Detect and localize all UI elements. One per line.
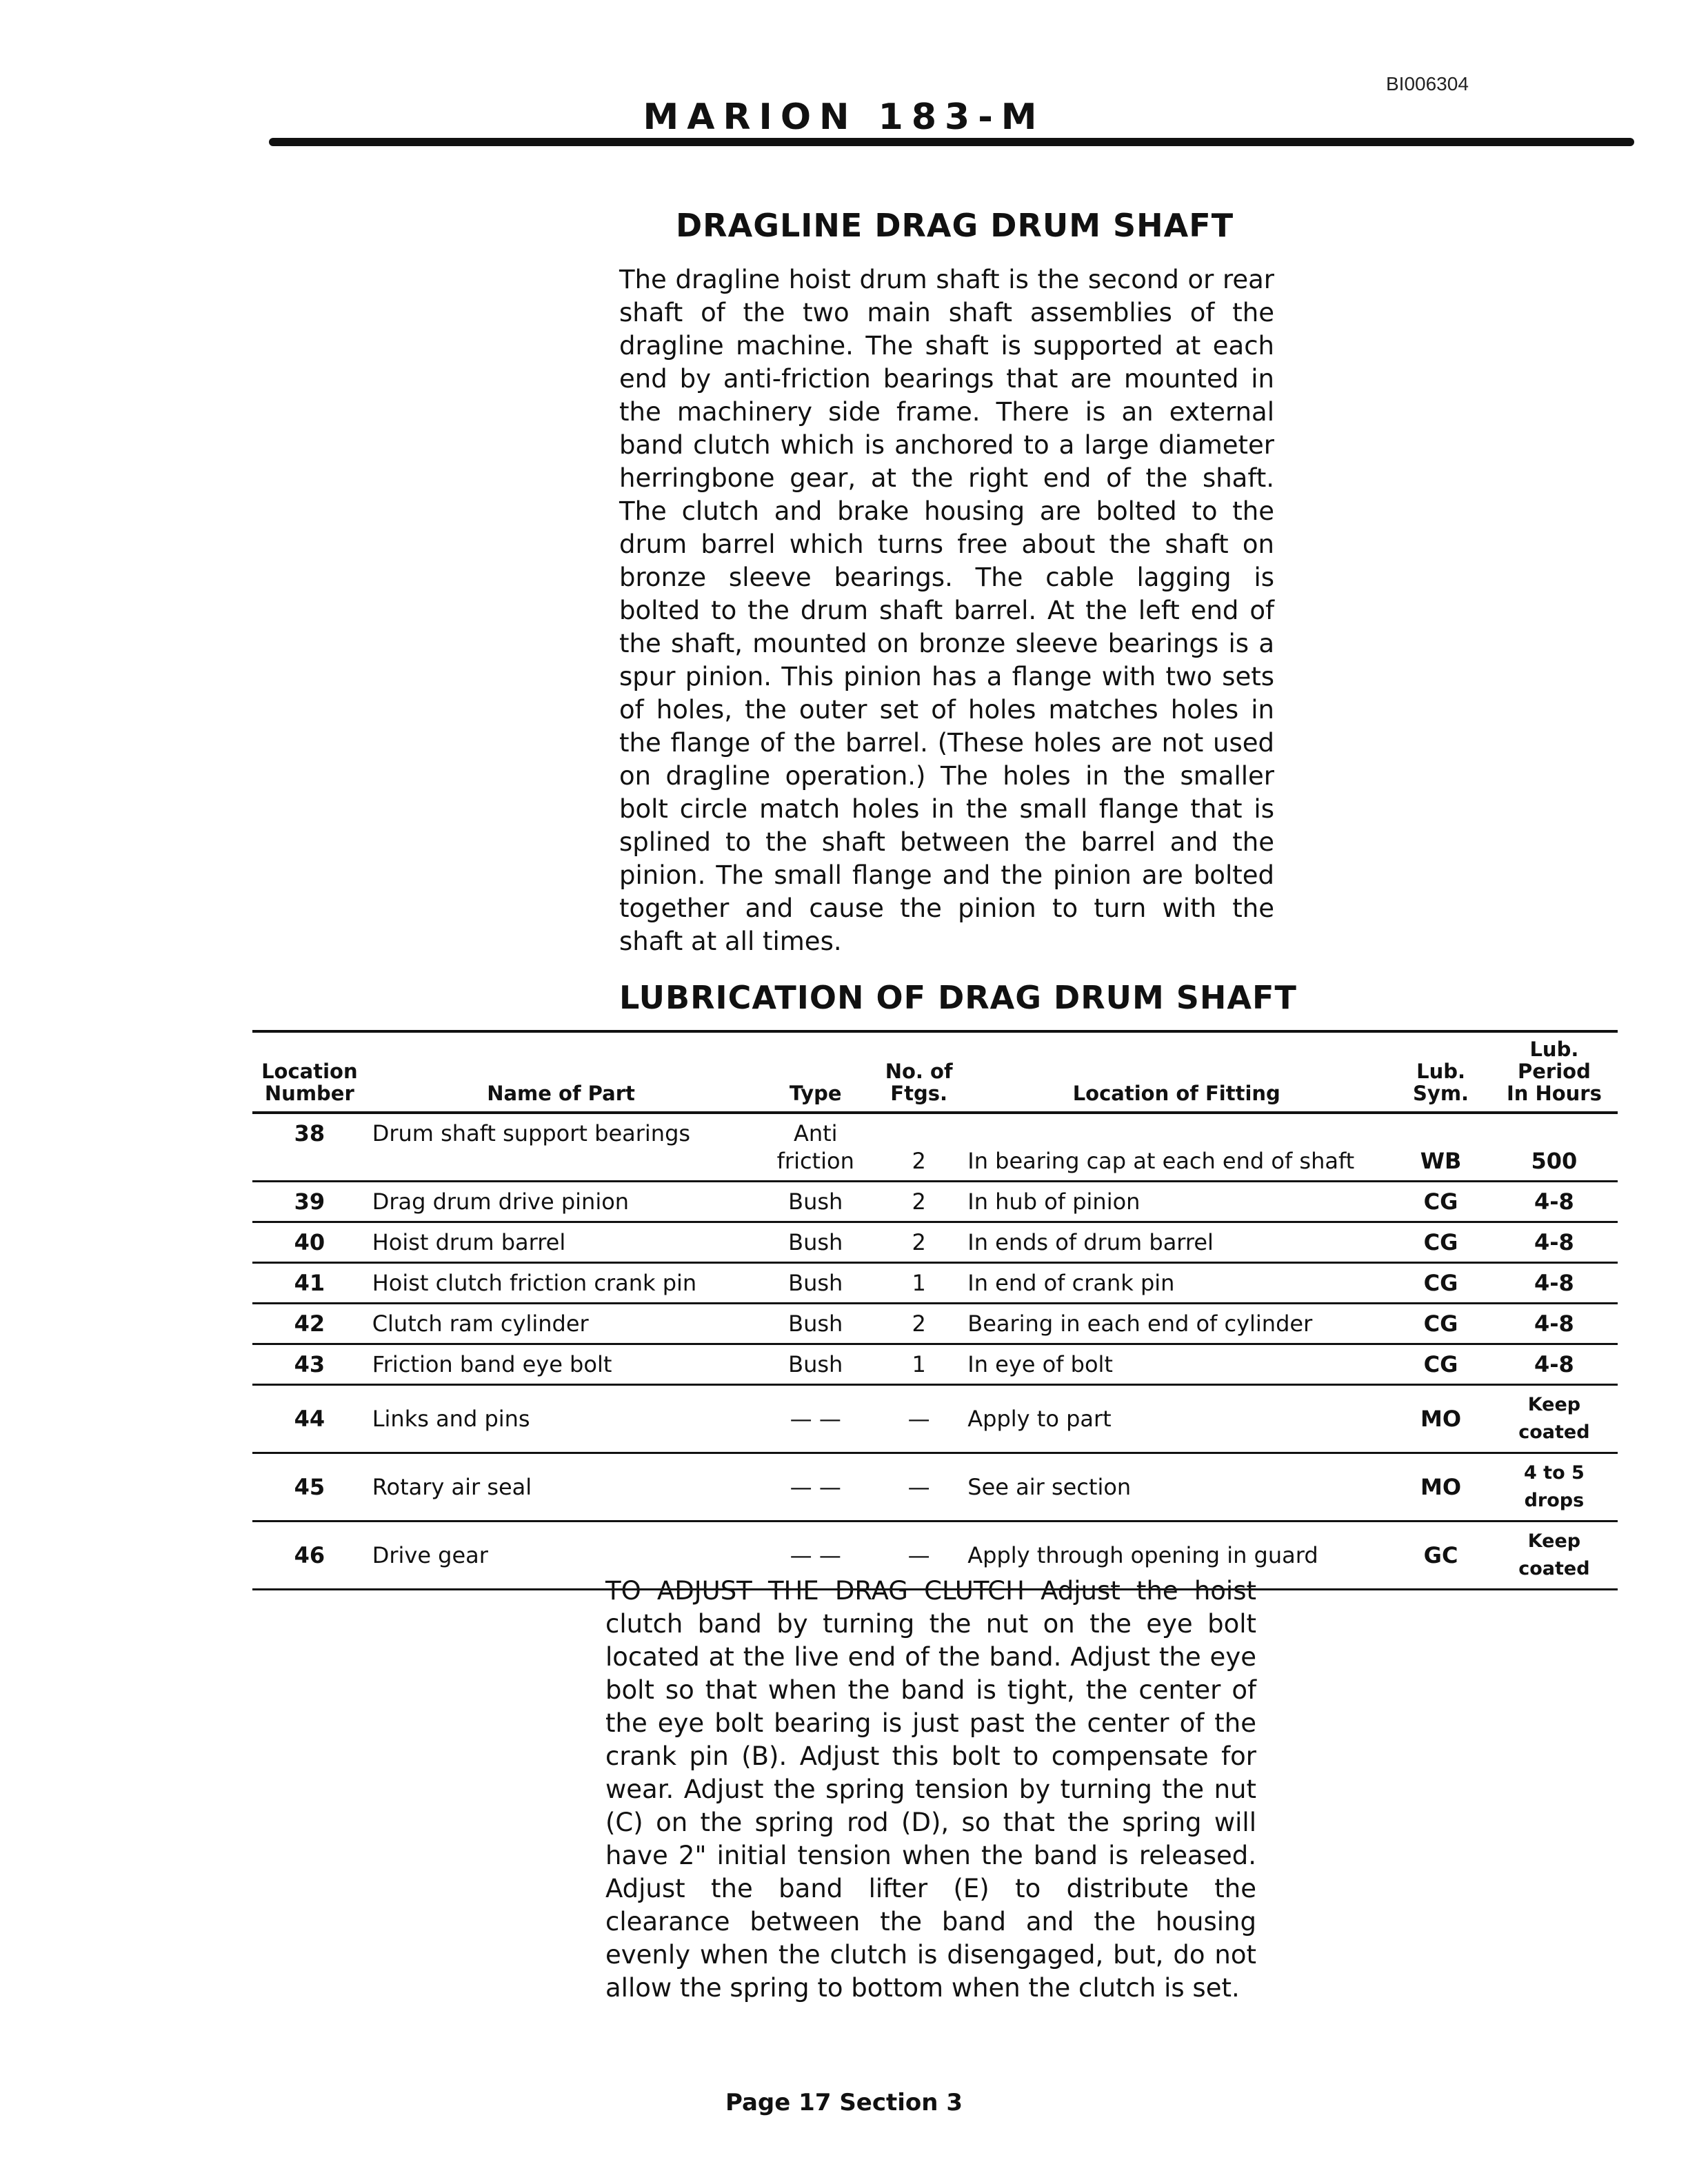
- cell-lub-period: 4-8: [1491, 1344, 1618, 1385]
- header-lub-sym: [1391, 1031, 1491, 1113]
- cell-part-name: Clutch ram cylinder: [367, 1304, 756, 1344]
- cell-lub-sym: CG: [1391, 1222, 1491, 1263]
- section-title: DRAGLINE DRAG DRUM SHAFT: [676, 207, 1234, 244]
- header-type: Type: [755, 1031, 876, 1113]
- header-ftgs-line1: No. of: [885, 1060, 953, 1083]
- cell-type: Bush: [755, 1182, 876, 1222]
- cell-period-line2: coated: [1518, 1558, 1590, 1579]
- cell-lub-period: 4-8: [1491, 1263, 1618, 1304]
- cell-part-name: Friction band eye bolt: [367, 1344, 756, 1385]
- table-row: [252, 1263, 1618, 1304]
- cell-fitting-location: In hub of pinion: [962, 1182, 1391, 1222]
- adjust-paragraph: TO ADJUST THE DRAG CLUTCH Adjust the hoist clutch band by turning the nut on the eye bolt located at the live end of the band. Adjust the eye bolt so that when the band is tight, the center of the eye bolt bearing is just past the center of the crank pin (B). Adjust this bolt to compensate for wear. Adjust the spring tension by turning the nut (C) on the spring rod (D), so that the spring will have 2" initial tension when the band is released. Adjust the band lifter (E) to distribute the clearance between the band and the housing evenly when the clutch is disengaged, but, do not allow the spring to bottom when the clutch is set.: [605, 1576, 1256, 2003]
- cell-lub-period: 4-8: [1491, 1222, 1618, 1263]
- cell-lub-period: [1491, 1521, 1618, 1590]
- cell-lub-sym: WB: [1391, 1113, 1491, 1182]
- cell-fitting-location: Bearing in each end of cylinder: [962, 1304, 1391, 1344]
- cell-fittings: 2: [876, 1304, 962, 1344]
- cell-period-line1: 4 to 5: [1523, 1462, 1585, 1484]
- cell-fittings: 2: [876, 1113, 962, 1182]
- table-row: [252, 1222, 1618, 1263]
- cell-fittings: 2: [876, 1222, 962, 1263]
- cell-location: 40: [252, 1222, 367, 1263]
- table-row: [252, 1113, 1618, 1182]
- cell-fittings: —: [876, 1521, 962, 1590]
- header-sym-line1: Lub.: [1416, 1060, 1465, 1083]
- cell-type: — —: [755, 1453, 876, 1521]
- header-rule: [269, 138, 1634, 146]
- cell-type: — —: [755, 1521, 876, 1590]
- table-row: [252, 1453, 1618, 1521]
- cell-fitting-location: In bearing cap at each end of shaft: [962, 1113, 1391, 1182]
- table-row: [252, 1304, 1618, 1344]
- header-location-of-fitting: Location of Fitting: [962, 1031, 1391, 1113]
- cell-lub-sym: MO: [1391, 1453, 1491, 1521]
- cell-location: 45: [252, 1453, 367, 1521]
- cell-part-name: Hoist clutch friction crank pin: [367, 1263, 756, 1304]
- cell-fittings: —: [876, 1453, 962, 1521]
- cell-type: Bush: [755, 1344, 876, 1385]
- cell-part-name: Drum shaft support bearings: [367, 1113, 756, 1182]
- cell-fitting-location: In eye of bolt: [962, 1344, 1391, 1385]
- cell-fitting-location: See air section: [962, 1453, 1391, 1521]
- cell-lub-sym: CG: [1391, 1182, 1491, 1222]
- cell-fittings: 1: [876, 1263, 962, 1304]
- header-sym-line2: Sym.: [1413, 1082, 1469, 1105]
- cell-location: 38: [252, 1113, 367, 1182]
- cell-part-name: Rotary air seal: [367, 1453, 756, 1521]
- cell-lub-sym: CG: [1391, 1304, 1491, 1344]
- cell-type: Bush: [755, 1263, 876, 1304]
- header-period-line2: In Hours: [1506, 1082, 1602, 1105]
- lubrication-table: [252, 1030, 1618, 1590]
- header-lub-period: [1491, 1031, 1618, 1113]
- cell-type-line2: friction: [776, 1148, 854, 1174]
- header-name-of-part: Name of Part: [367, 1031, 756, 1113]
- cell-part-name: Hoist drum barrel: [367, 1222, 756, 1263]
- cell-type: Bush: [755, 1222, 876, 1263]
- cell-part-name: Links and pins: [367, 1385, 756, 1453]
- header-period-line1: Lub. Period: [1517, 1038, 1591, 1083]
- table-row: [252, 1182, 1618, 1222]
- cell-lub-sym: MO: [1391, 1385, 1491, 1453]
- intro-paragraph: The dragline hoist drum shaft is the second or rear shaft of the two main shaft assemblies of the dragline machine. The shaft is supported at each end by anti-friction bearings that are mounted in the machinery side frame. There is an external band clutch which is anchored to a large diameter herringbone gear, at the right end of the shaft. The clutch and brake housing are bolted to the drum barrel which turns free about the shaft on bronze sleeve bearings. The cable lagging is bolted to the drum shaft barrel. At the left end of the shaft, mounted on bronze sleeve bearings is a spur pinion. This pinion has a flange with two sets of holes, the outer set of holes matches holes in the flange of the barrel. (These holes are not used on dragline operation.) The holes in the smaller bolt circle match holes in the small flange that is splined to the shaft between the barrel and the pinion. The small flange and the pinion are bolted together and cause the pinion to turn with the shaft at all times.: [619, 265, 1274, 956]
- cell-fitting-location: Apply to part: [962, 1385, 1391, 1453]
- table-row: [252, 1385, 1618, 1453]
- cell-lub-period: [1491, 1385, 1618, 1453]
- table-title: LUBRICATION OF DRAG DRUM SHAFT: [619, 979, 1297, 1016]
- cell-period-line2: drops: [1524, 1490, 1585, 1511]
- cell-location: 44: [252, 1385, 367, 1453]
- cell-lub-period: 500: [1491, 1113, 1618, 1182]
- cell-period-line1: Keep: [1527, 1530, 1581, 1552]
- header-location-number: [252, 1031, 367, 1113]
- cell-location: 41: [252, 1263, 367, 1304]
- header-no-of-fittings: [876, 1031, 962, 1113]
- cell-type: Bush: [755, 1304, 876, 1344]
- table-header-row: [252, 1031, 1618, 1113]
- cell-lub-period: 4-8: [1491, 1304, 1618, 1344]
- cell-lub-sym: CG: [1391, 1344, 1491, 1385]
- table-row: [252, 1344, 1618, 1385]
- page-header-title: MARION 183-M: [643, 97, 1045, 138]
- cell-location: 42: [252, 1304, 367, 1344]
- cell-fitting-location: Apply through opening in guard: [962, 1521, 1391, 1590]
- cell-fittings: 1: [876, 1344, 962, 1385]
- cell-location: 43: [252, 1344, 367, 1385]
- header-location-line2: Number: [264, 1082, 354, 1105]
- page-footer: Page 17 Section 3: [725, 2089, 963, 2116]
- cell-fitting-location: In ends of drum barrel: [962, 1222, 1391, 1263]
- cell-location: 39: [252, 1182, 367, 1222]
- cell-part-name: Drive gear: [367, 1521, 756, 1590]
- document-id: BI006304: [1386, 73, 1469, 94]
- cell-lub-period: 4-8: [1491, 1182, 1618, 1222]
- header-ftgs-line2: Ftgs.: [890, 1082, 947, 1105]
- cell-lub-period: [1491, 1453, 1618, 1521]
- cell-lub-sym: CG: [1391, 1263, 1491, 1304]
- cell-type: [755, 1113, 876, 1182]
- cell-fittings: 2: [876, 1182, 962, 1222]
- cell-lub-sym: GC: [1391, 1521, 1491, 1590]
- cell-type-line1: Anti: [793, 1120, 838, 1146]
- cell-period-line2: coated: [1518, 1422, 1590, 1443]
- cell-part-name: Drag drum drive pinion: [367, 1182, 756, 1222]
- cell-fitting-location: In end of crank pin: [962, 1263, 1391, 1304]
- cell-location: 46: [252, 1521, 367, 1590]
- cell-type: — —: [755, 1385, 876, 1453]
- header-location-line1: Location: [261, 1060, 358, 1083]
- cell-period-line1: Keep: [1527, 1394, 1581, 1415]
- cell-fittings: —: [876, 1385, 962, 1453]
